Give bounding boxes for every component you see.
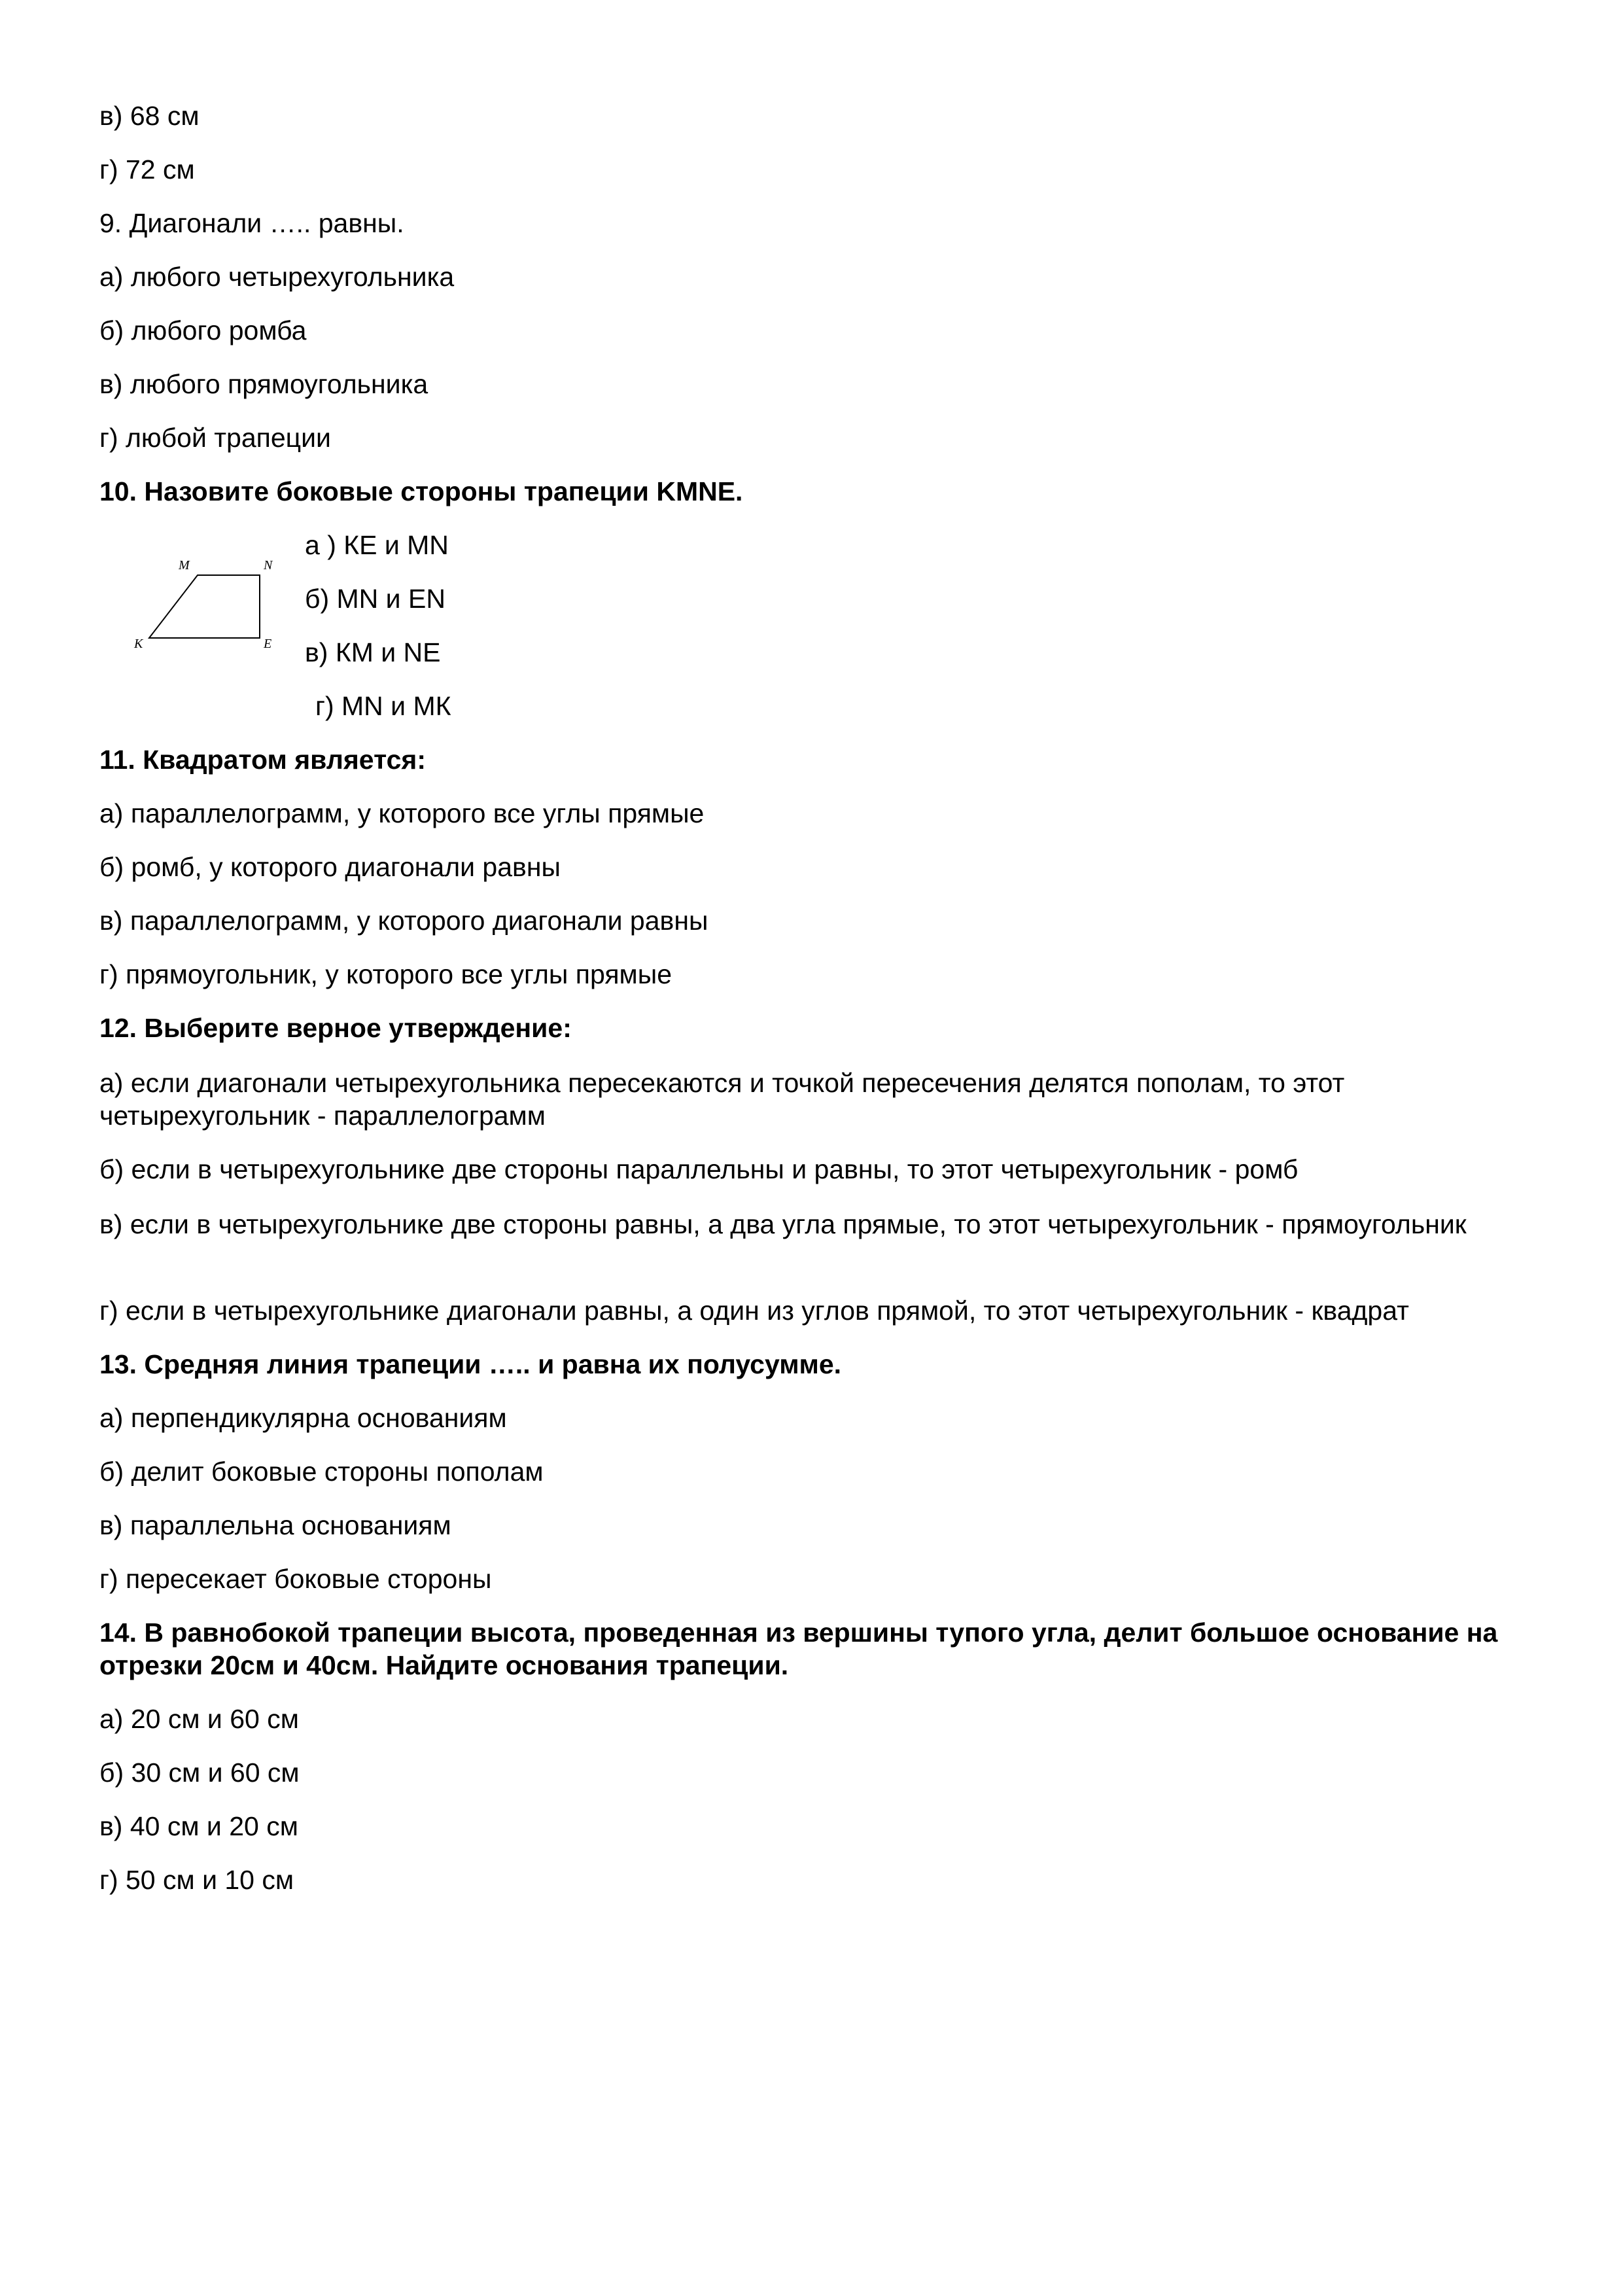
q12-option-v: в) если в четырехугольнике две стороны равны, а два угла прямые, то этот четырехугольник - прямоугольник xyxy=(99,1209,1467,1239)
vertex-label-n: N xyxy=(264,558,273,573)
q14-option-b: б) 30 см и 60 см xyxy=(99,1757,300,1788)
q10-option-g: г) MN и МК xyxy=(315,691,451,721)
q12-option-b: б) если в четырехугольнике две стороны параллельны и равны, то этот четырехугольник - ромб xyxy=(99,1154,1299,1184)
trapezoid-shape xyxy=(149,575,260,638)
q9-option-a: а) любого четырехугольника xyxy=(99,262,455,292)
q9-question: 9. Диагонали ….. равны. xyxy=(99,208,404,238)
vertex-label-k: K xyxy=(134,637,143,651)
q9-option-b: б) любого ромба xyxy=(99,315,307,345)
q13-question: 13. Средняя линия трапеции ….. и равна их полусумме. xyxy=(99,1349,842,1379)
q11-option-g: г) прямоугольник, у которого все углы прямые xyxy=(99,959,672,989)
q11-option-b: б) ромб, у которого диагонали равны xyxy=(99,852,561,882)
q10-option-v: в) КМ и NE xyxy=(305,637,441,667)
q9-option-g: г) любой трапеции xyxy=(99,423,331,453)
q13-option-v: в) параллельна основаниям xyxy=(99,1510,451,1540)
vertex-label-e: E xyxy=(264,637,272,651)
q10-option-a: а ) КЕ и MN xyxy=(305,530,449,560)
trapezoid-kmne-figure xyxy=(128,551,285,662)
q14-question: 14. В равнобокой трапеции высота, проведенная из вершины тупого угла, делит большое основание на отрезки 20см и 40см. Найдите основания трапеции. xyxy=(99,1617,1498,1680)
q12-option-g: г) если в четырехугольнике диагонали равны, а один из углов прямой, то этот четырехугольник - квадрат xyxy=(99,1296,1409,1326)
q8-option-v: в) 68 см xyxy=(99,101,200,131)
q13-option-b: б) делит боковые стороны пополам xyxy=(99,1457,544,1487)
q8-option-g: г) 72 см xyxy=(99,154,195,185)
q13-option-a: а) перпендикулярна основаниям xyxy=(99,1403,507,1433)
q12-question: 12. Выберите верное утверждение: xyxy=(99,1013,572,1043)
q11-question: 11. Квадратом является: xyxy=(99,745,426,775)
q11-option-a: а) параллелограмм, у которого все углы прямые xyxy=(99,798,705,828)
q11-option-v: в) параллелограмм, у которого диагонали равны xyxy=(99,906,708,936)
q13-option-g: г) пересекает боковые стороны xyxy=(99,1564,492,1594)
q12-option-a: а) если диагонали четырехугольника пересекаются и точкой пересечения делятся пополам, то этот четырехугольник - параллелограмм xyxy=(99,1068,1345,1131)
q14-option-g: г) 50 см и 10 см xyxy=(99,1865,294,1895)
q14-option-v: в) 40 см и 20 см xyxy=(99,1811,298,1841)
q9-option-v: в) любого прямоугольника xyxy=(99,369,428,399)
q14-option-a: а) 20 см и 60 см xyxy=(99,1704,299,1734)
vertex-label-m: M xyxy=(179,558,190,573)
q10-question: 10. Назовите боковые стороны трапеции KMNE. xyxy=(99,476,743,506)
q10-option-b: б) MN и EN xyxy=(305,584,445,614)
